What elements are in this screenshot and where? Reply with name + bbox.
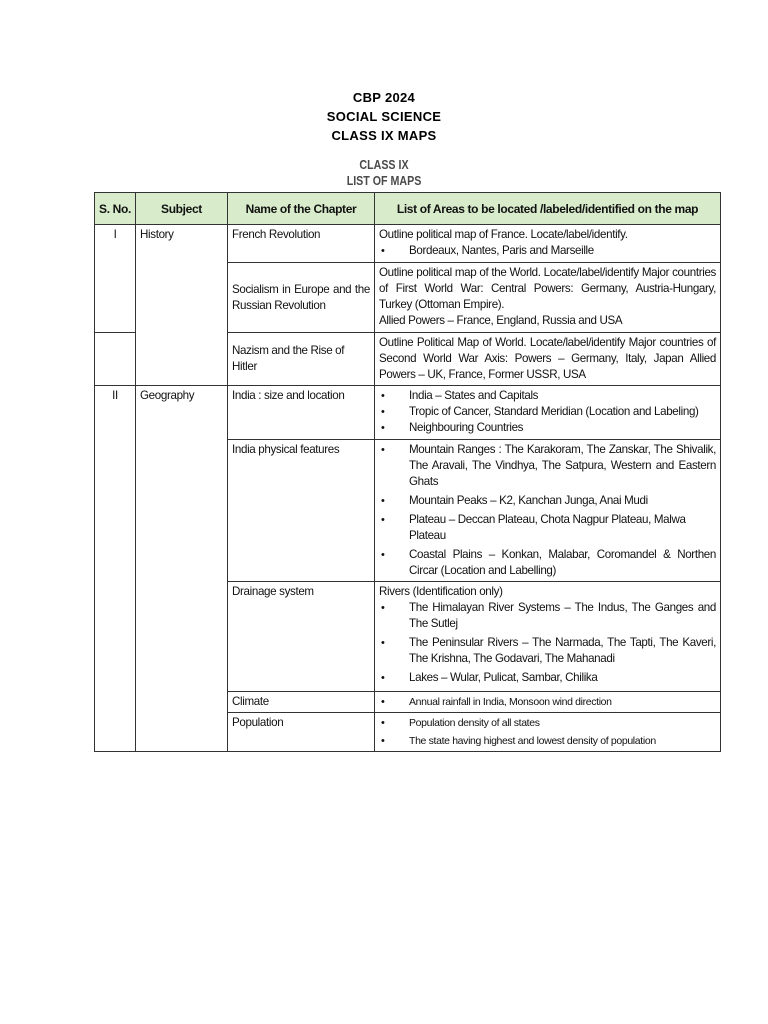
document-header <box>0 88 768 145</box>
areas-nazism: Outline Political Map of World. Locate/label/identify Major countries of Second World War Axis: Powers – Germany, Italy, Japan Allied Powers – UK, France, Former USSR, USA <box>375 333 721 386</box>
sno-history: I <box>95 225 136 263</box>
col-header-chapter: Name of the Chapter <box>228 193 375 225</box>
bullet-icon: • <box>381 406 385 418</box>
bullet-icon: • <box>381 735 385 747</box>
col-header-subject: Subject <box>136 193 228 225</box>
list-item: • The Peninsular Rivers – The Narmada, The Tapti, The Kaveri, The Krishna, The Godavari, The Mahanadi <box>381 636 716 665</box>
list-item: • The Himalayan River Systems – The Indus, The Ganges and The Sutlej <box>381 601 716 630</box>
chapter-climate: Climate <box>228 692 375 713</box>
chapter-size-location: India : size and location <box>228 386 375 440</box>
subject-geography: Geography <box>136 386 228 752</box>
subheader-line-2: LIST OF MAPS <box>346 173 422 188</box>
list-item: • Mountain Peaks – K2, Kanchan Junga, Anai Mudi <box>381 494 648 507</box>
areas-text: Rivers (Identification only) <box>379 585 503 598</box>
bullet-icon: • <box>381 422 385 434</box>
header-line-3: CLASS IX MAPS <box>331 128 437 143</box>
bullet-icon: • <box>381 444 385 456</box>
chapter-nazism: Nazism and the Rise of Hitler <box>228 333 375 386</box>
list-item: • Bordeaux, Nantes, Paris and Marseille <box>381 244 594 257</box>
col-header-sno: S. No. <box>95 193 136 225</box>
table-row <box>95 225 721 263</box>
bullet-icon: • <box>381 717 385 729</box>
areas-text: Outline political map of the World. Locate/label/identify Major countries of First World War: Central Powers: Germany, Austria-Hungary, Turkey (Ottoman Empire). <box>379 266 716 311</box>
maps-table <box>94 192 721 752</box>
areas-text-allied: Allied Powers – France, England, Russia and USA <box>379 314 623 327</box>
sno-history-empty-2 <box>95 333 136 386</box>
list-item: • The state having highest and lowest density of population <box>381 735 656 747</box>
chapter-drainage: Drainage system <box>228 582 375 692</box>
sno-history-empty <box>95 263 136 333</box>
bullet-icon: • <box>381 696 385 708</box>
bullet-icon: • <box>381 549 385 561</box>
chapter-population: Population <box>228 713 375 752</box>
list-item: • Plateau – Deccan Plateau, Chota Nagpur Plateau, Malwa Plateau <box>381 513 686 542</box>
chapter-french-revolution: French Revolution <box>228 225 375 263</box>
areas-text: Outline political map of France. Locate/label/identify. <box>379 228 628 241</box>
bullet-icon: • <box>381 602 385 614</box>
list-item: • Lakes – Wular, Pulicat, Sambar, Chilika <box>381 671 598 684</box>
bullet-icon: • <box>381 514 385 526</box>
bullet-icon: • <box>381 495 385 507</box>
list-item: • Neighbouring Countries <box>381 421 524 434</box>
list-item: • Coastal Plains – Konkan, Malabar, Coromandel & Northen Circar (Location and Labelling) <box>381 548 716 577</box>
areas-socialism <box>375 263 721 333</box>
list-item: • India – States and Capitals <box>381 389 539 402</box>
header-line-2: SOCIAL SCIENCE <box>326 109 442 124</box>
subheader-line-1: CLASS IX <box>359 157 409 172</box>
sno-geography: II <box>95 386 136 752</box>
list-item: • Mountain Ranges : The Karakoram, The Zanskar, The Shivalik, The Aravali, The Vindhya, The Satpura, Western and Eastern Ghats <box>381 443 716 488</box>
chapter-socialism: Socialism in Europe and the Russian Revolution <box>228 263 375 333</box>
areas-french-revolution <box>375 225 721 263</box>
col-header-areas: List of Areas to be located /labeled/identified on the map <box>375 193 721 225</box>
subject-history: History <box>136 225 228 386</box>
areas-drainage <box>375 582 721 692</box>
list-item: • Population density of all states <box>381 717 540 729</box>
bullet-icon: • <box>381 245 385 257</box>
areas-size-location <box>375 386 721 440</box>
bullet-icon: • <box>381 390 385 402</box>
table-row <box>95 386 721 440</box>
areas-climate <box>375 692 721 713</box>
table-header-row <box>95 193 721 225</box>
areas-population <box>375 713 721 752</box>
list-item: • Tropic of Cancer, Standard Meridian (Location and Labeling) <box>381 405 699 418</box>
areas-physical-features <box>375 440 721 582</box>
bullet-icon: • <box>381 637 385 649</box>
header-line-1: CBP 2024 <box>352 90 416 105</box>
chapter-physical-features: India physical features <box>228 440 375 582</box>
list-item: • Annual rainfall in India, Monsoon wind direction <box>381 696 612 708</box>
list-heading <box>0 157 768 189</box>
bullet-icon: • <box>381 672 385 684</box>
